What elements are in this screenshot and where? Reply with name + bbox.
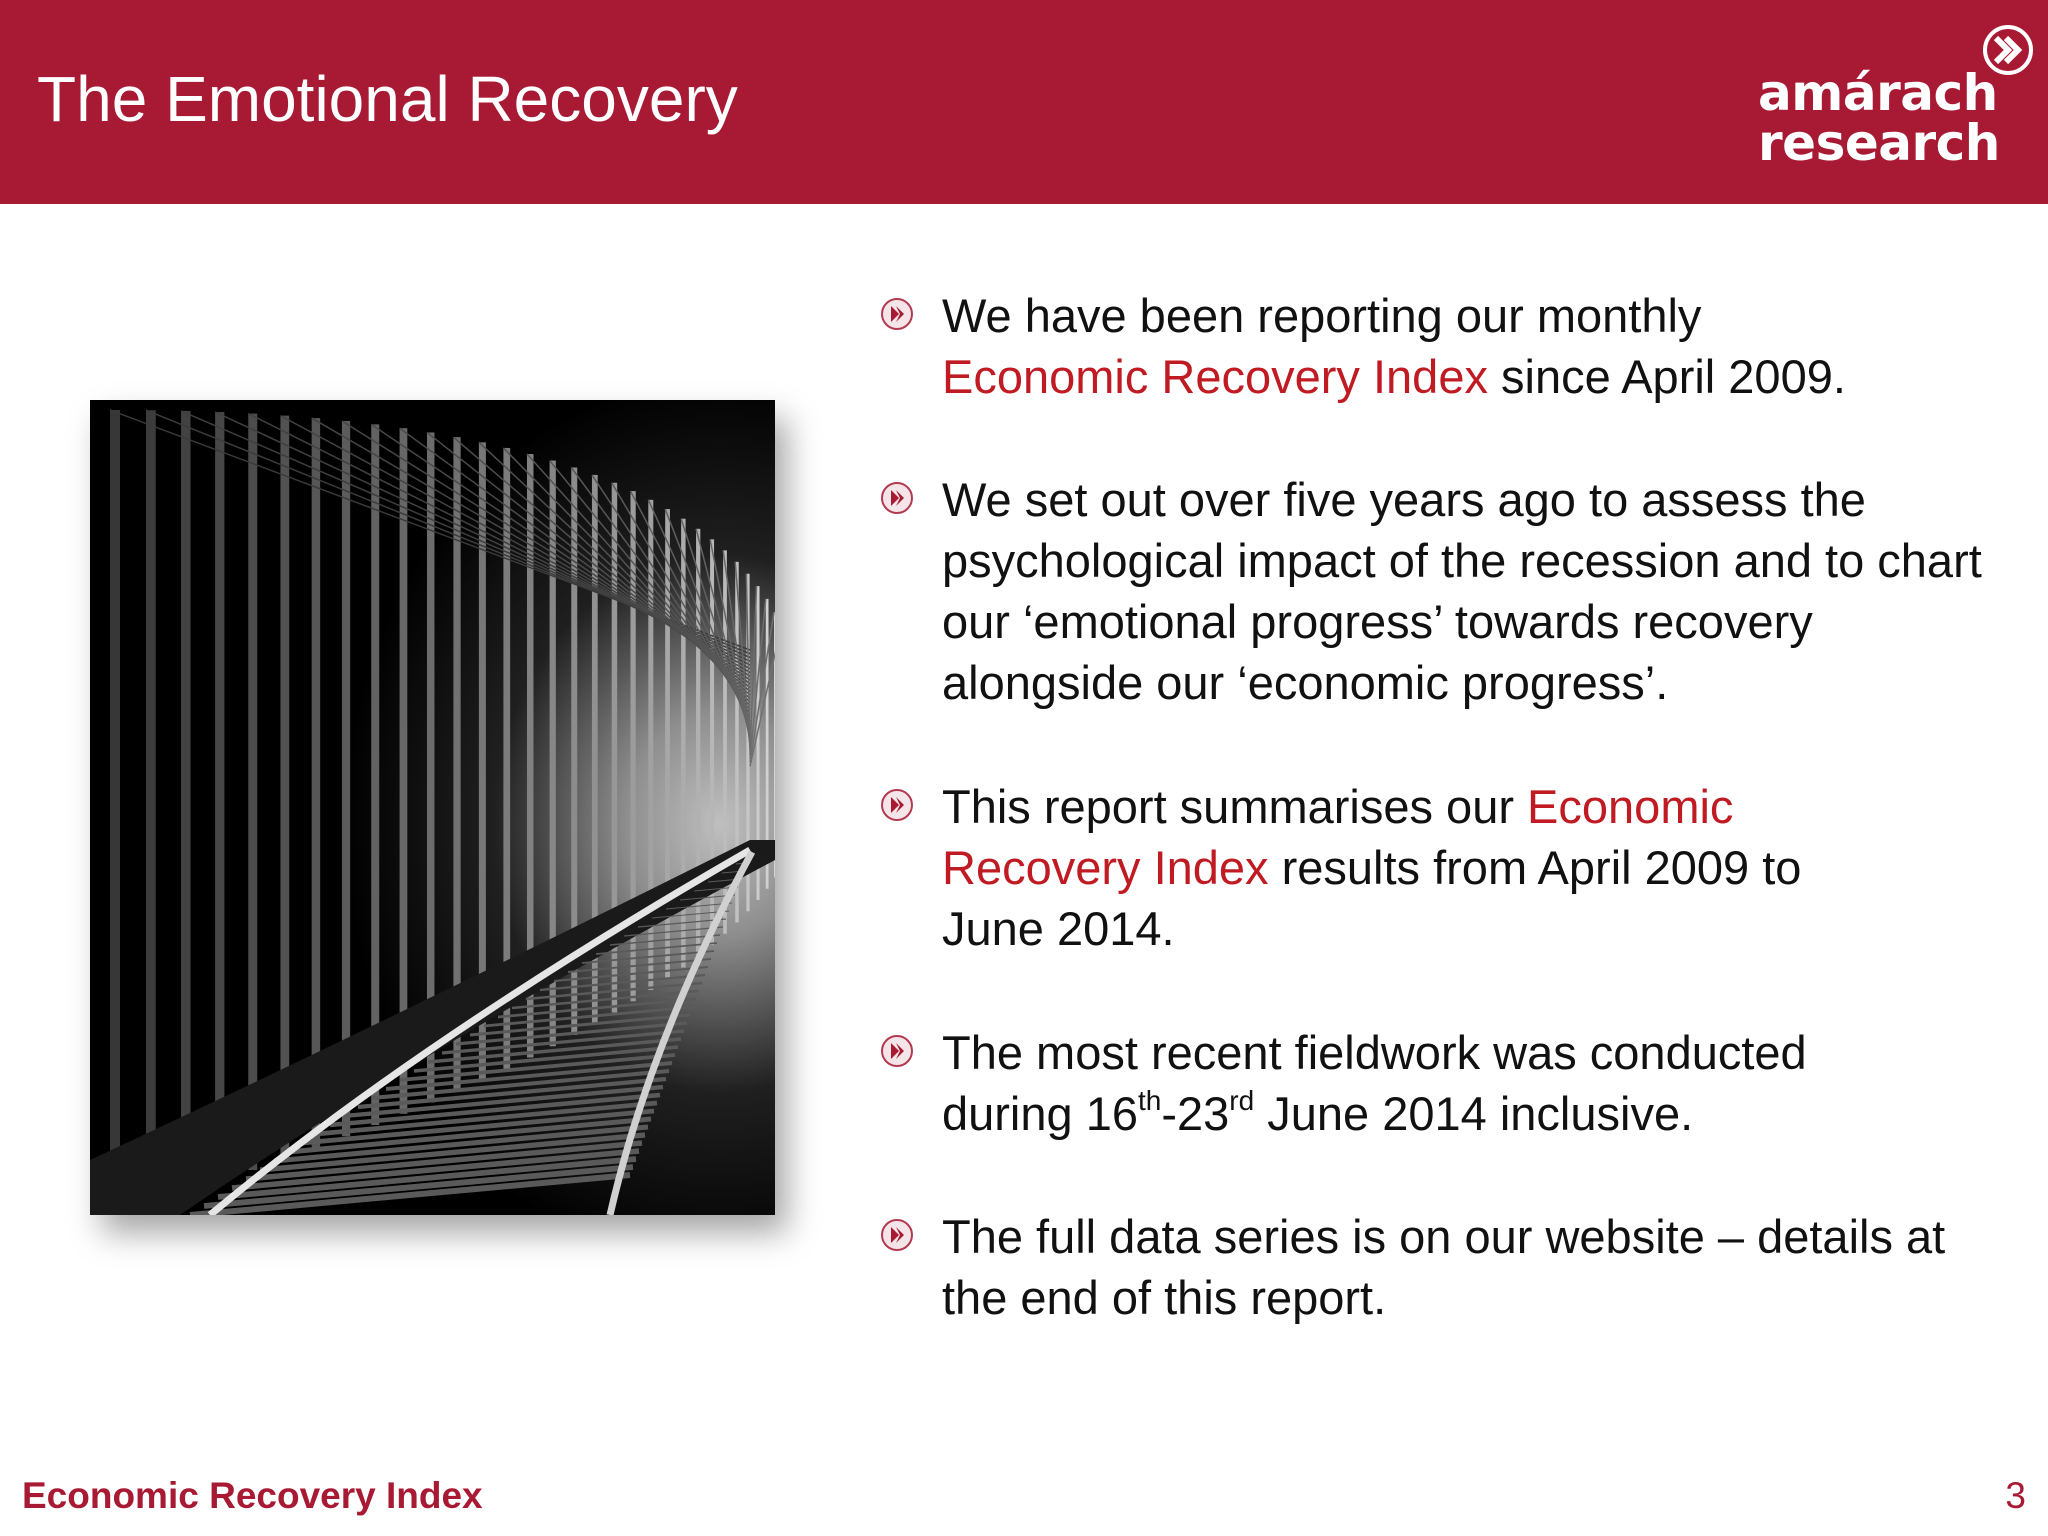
bullet-text-segment: since April 2009.	[1487, 350, 1846, 403]
tunnel-post	[110, 410, 120, 1215]
footer-title: Economic Recovery Index	[22, 1475, 483, 1516]
slide-header	[0, 0, 2048, 204]
economic-recovery-index-highlight: Economic Recovery Index	[942, 350, 1488, 403]
logo-text-line1: amárach	[1758, 64, 1998, 122]
amarach-research-logo	[1750, 24, 2040, 174]
ordinal-suffix: th	[1138, 1085, 1162, 1116]
slide-title: The Emotional Recovery	[37, 63, 738, 135]
economic-recovery-index-highlight: Economic Recovery Index	[942, 780, 1734, 894]
tunnel-post	[280, 416, 289, 1159]
bullet-text-segment: The most recent fieldwork was conducted during 16	[942, 1026, 1807, 1140]
bullet-text	[942, 285, 2002, 407]
bullet-text-segment: We have been reporting our monthly	[942, 289, 1702, 342]
railway-tunnel-photo	[90, 400, 775, 1215]
bullet-text-segment: June 2014 inclusive.	[1254, 1087, 1694, 1140]
bullet-text: The full data series is on our website – details at the end of this report.	[942, 1210, 1946, 1324]
bullet-text	[942, 1022, 1942, 1144]
logo-text-line2: research	[1758, 114, 2000, 172]
bullet-text	[942, 776, 1842, 959]
tunnel-post	[181, 411, 191, 1193]
chevron-bullet-icon	[880, 481, 914, 515]
railway-tunnel-illustration	[90, 400, 775, 1215]
chevron-bullet-icon	[880, 297, 914, 331]
bullet-text-segment: This report summarises our	[942, 780, 1528, 833]
bullet-text: We set out over five years ago to assess the psychological impact of the recession and to chart our ‘emotional progress’ towards recovery alongside our ‘economic progress’.	[942, 473, 1982, 709]
chevron-bullet-icon	[880, 788, 914, 822]
tunnel-post	[312, 418, 321, 1147]
tunnel-post	[146, 410, 156, 1204]
page-number: 3	[2005, 1475, 2026, 1516]
chevron-bullet-icon	[880, 1218, 914, 1252]
tunnel-post	[248, 414, 257, 1170]
tunnel-post	[215, 412, 224, 1181]
tunnel-post	[371, 424, 379, 1125]
chevron-bullet-icon	[880, 1034, 914, 1068]
bullet-text-segment: -23	[1161, 1087, 1230, 1140]
tunnel-post	[342, 421, 350, 1136]
bullet-text-segment: results from April 2009 to June 2014.	[942, 841, 1802, 955]
ordinal-suffix: rd	[1229, 1085, 1255, 1116]
